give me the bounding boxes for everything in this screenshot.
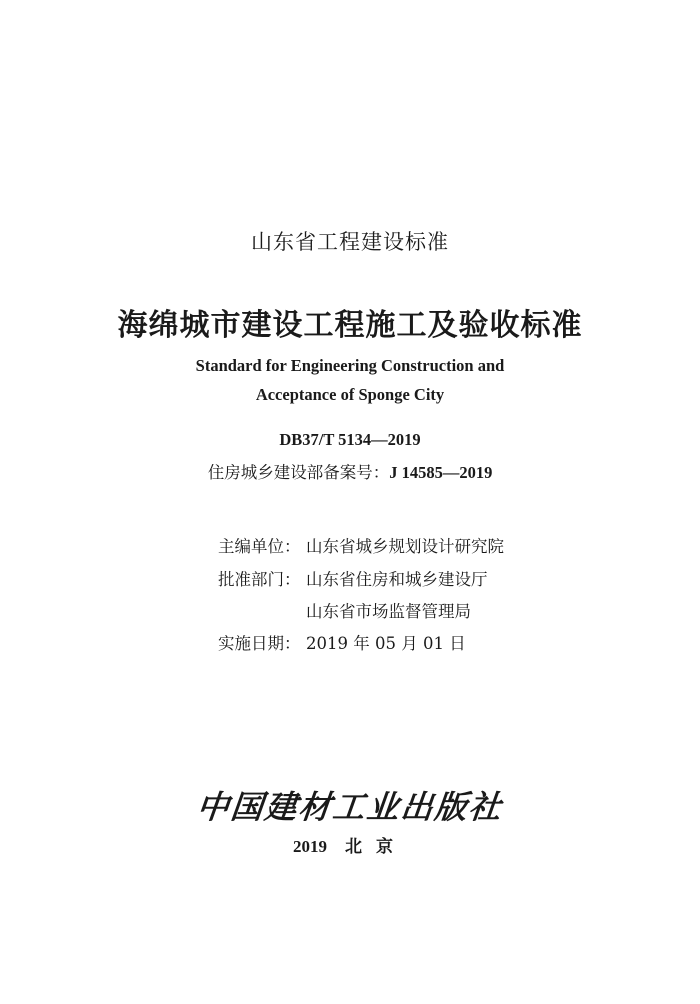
effective-date-value: 2019 年 05 月 01 日 (306, 634, 466, 653)
imprint-year: 2019 (293, 837, 327, 856)
publisher-logo-text: 中国建材工业出版社 (194, 788, 505, 826)
approver-row-2 (306, 598, 471, 622)
approver-value-1: 山东省住房和城乡建设厅 (306, 570, 488, 589)
effective-date-label: 实施日期： (218, 634, 301, 653)
title-chinese: 海绵城市建设工程施工及验收标准 (117, 308, 583, 343)
record-number (0, 459, 700, 483)
approver-label: 批准部门： (218, 570, 301, 589)
series-title: 山东省工程建设标准 (251, 230, 449, 254)
approver-value-2: 山东省市场监督管理局 (306, 602, 471, 621)
imprint-city: 北京 (345, 837, 407, 857)
record-number-label: 住房城乡建设部备案号： (207, 463, 390, 482)
standard-code: DB37/T 5134—2019 (279, 430, 421, 449)
title-english-line-2: Acceptance of Sponge City (255, 385, 445, 404)
chief-editor-row (218, 533, 504, 557)
chief-editor-label: 主编单位： (218, 537, 301, 556)
chief-editor-value: 山东省城乡规划设计研究院 (306, 537, 504, 556)
title-english-line-1: Standard for Engineering Construction and (195, 356, 505, 375)
imprint (0, 832, 700, 857)
approver-row (218, 566, 488, 590)
effective-date-row (218, 630, 466, 654)
record-number-value: J 14585—2019 (389, 463, 493, 482)
